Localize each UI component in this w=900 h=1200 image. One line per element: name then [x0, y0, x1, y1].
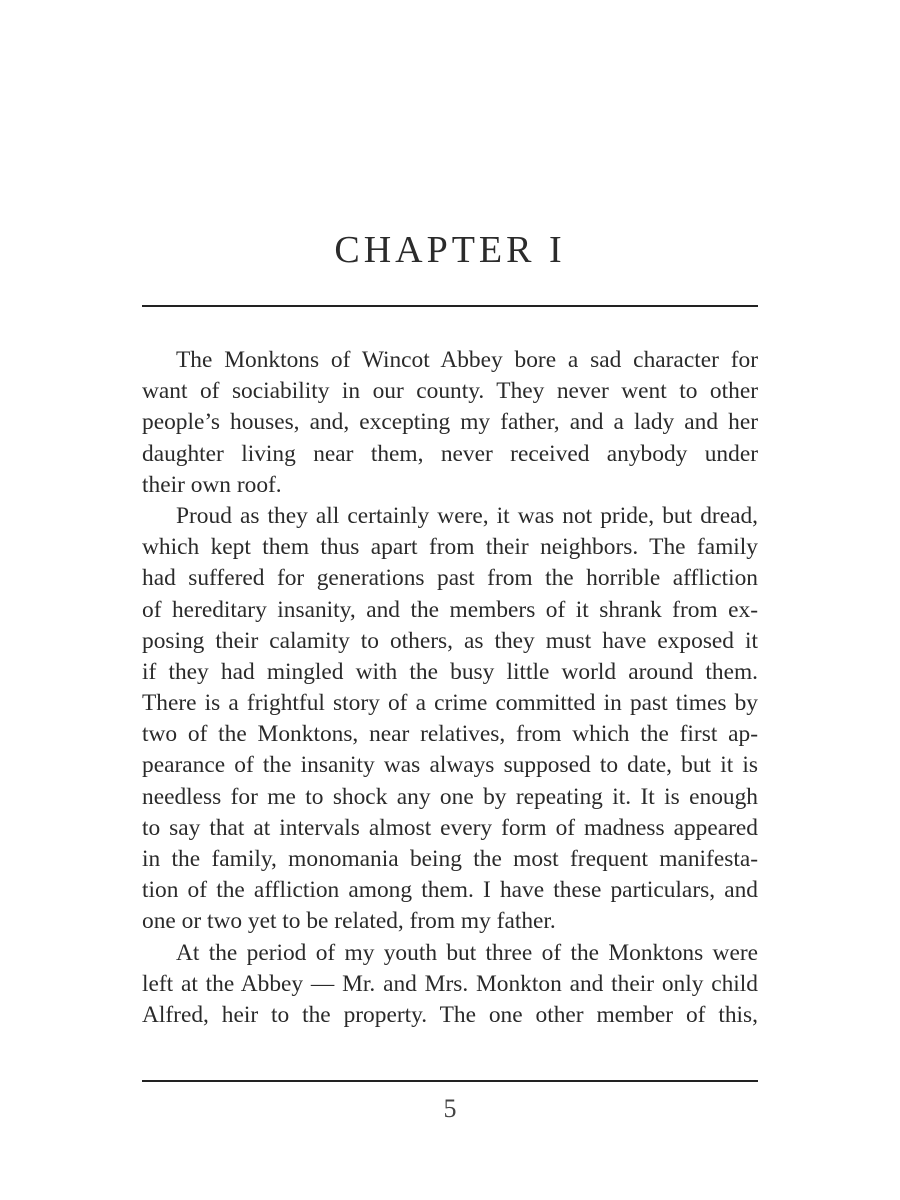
text-line: in the family, monomania being the most frequent manifesta- — [142, 846, 758, 872]
text-line: if they had mingled with the busy little world around them. — [142, 658, 758, 685]
text-line: left at the Abbey — Mr. and Mrs. Monkton and their only child — [142, 970, 758, 997]
text-line: posing their calamity to others, as they must have exposed it — [142, 627, 758, 654]
text-line: two of the Monktons, near relatives, from which the first ap- — [142, 721, 758, 748]
text-line: needless for me to shock any one by repeating it. It is enough — [142, 783, 758, 810]
text-line: pearance of the insanity was always supposed to date, but it is — [142, 752, 758, 779]
text-line: people’s houses, and, excepting my father, and a lady and her — [142, 409, 758, 436]
text-line: which kept them thus apart from their neighbors. The family — [142, 534, 758, 561]
chapter-body — [142, 345, 758, 1031]
text-line: The Monktons of Wincot Abbey bore a sad character for — [176, 347, 758, 373]
text-line: their own roof. — [142, 471, 282, 498]
text-line: Alfred, heir to the property. The one other member of this, — [142, 1001, 758, 1028]
page-number: 5 — [443, 1094, 457, 1123]
text-line: to say that at intervals almost every form of madness appeared — [142, 814, 758, 841]
text-line: daughter living near them, never received anybody under — [142, 440, 758, 467]
top-rule — [142, 305, 758, 307]
text-line: Proud as they all certainly were, it was not pride, but dread, — [176, 502, 758, 529]
text-line: tion of the affliction among them. I have these particulars, and — [142, 877, 758, 904]
text-line: had suffered for generations past from the horrible affliction — [142, 565, 758, 592]
bottom-rule — [142, 1080, 758, 1082]
text-line: of hereditary insanity, and the members of it shrank from ex- — [142, 596, 758, 623]
chapter-heading: CHAPTER I — [334, 229, 566, 271]
text-line: one or two yet to be related, from my father. — [142, 908, 556, 935]
text-line: At the period of my youth but three of the Monktons were — [176, 939, 758, 966]
text-line: want of sociability in our county. They never went to other — [142, 378, 758, 405]
text-line: There is a frightful story of a crime committed in past times by — [142, 690, 758, 717]
